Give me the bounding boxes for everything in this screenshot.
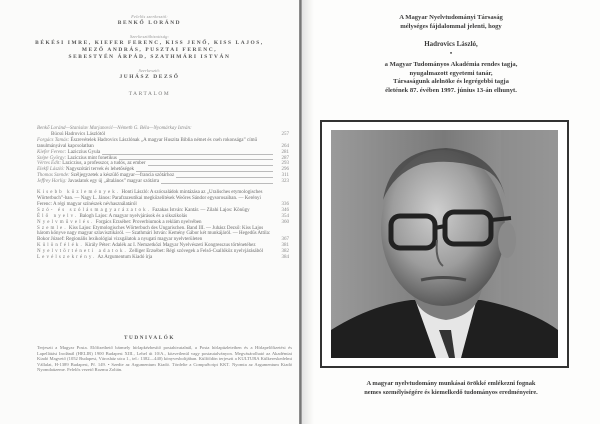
editor-name: JUHÁSZ DEZSŐ [119, 74, 180, 80]
title-line-1: a Magyar Tudományos Akadémia rendes tagja, [384, 61, 518, 68]
toc-page: 257 [281, 131, 289, 137]
announcement-body [302, 61, 600, 95]
notes-title: TUDNIVALÓK [123, 335, 176, 341]
editor-label: Szerkesztő: [138, 68, 161, 73]
section-label: Szó- és szólásmagyarázatok. [37, 207, 152, 213]
notes-body: Terjeszti a Magyar Posta. Előfizethető bármely hírlapkézbesítő postahivatalnál, a Posta hírlapüzleteiben és a Hírlapelőfizetési és Lapellátási Irodánál (HELIR) 1900 Budapest XIII., Lehel út 10/A., közvetlenül vagy postautalványon. Megvásárolható az Akadémiai Kiadó Magvető (1052 Budapest, Városház utca 1., tel.: 1382—440) könyvesboltjában. Külföldön terjeszti a KULTURA Külkereskedelmi Vállalat, H-1389 Budapest, Pf. 149. • Szedte az Argumentum Kiadó. Tördelte a CompuScript KKT. Nyomta az Argumentum Kiadó Nyomdaüzeme. Felelős vezető Rozmu Zoltán. [37, 345, 292, 373]
closing-line-2: nemes személyiségére és kiemelkedő tudományos eredményeire. [364, 388, 538, 396]
portrait-illustration [331, 130, 558, 358]
section-body: Honti László: A szócsaládok mintázása az „Uralisches etymologisches Wörterbuch”-ban. — Nagy L. János: Parafrazeutikai megközelítések Weöres Sándor egysorosaiban. — Kerényi Ferenc: A régi magyar színészek névhasználatáról [37, 190, 263, 207]
founder-label: Felelős szerkesztő: [131, 14, 168, 19]
section-body: Király Péter: Adalék az I. Nemzetközi Magyar Nyelvészeti Kongresszus történetéhez [85, 243, 256, 249]
masthead [0, 14, 299, 98]
toc-page: 311 [281, 173, 289, 179]
section-body: Zelliger Erzsébet: Régi szóvegek a Felső-Csallóköz nyelvjárásából [129, 249, 264, 255]
section-label: Különfélék. [37, 243, 84, 249]
section-label: Kisebb közlemények. [37, 190, 121, 196]
announcement-heading [302, 14, 600, 31]
toc-page: 264 [281, 143, 289, 149]
toc-page: 296 [281, 167, 289, 173]
toc-author: Jeffrey Harlig: [37, 179, 67, 185]
board-label: Szerkesztőbizottság: [129, 34, 170, 39]
heading-line-2: mélységes fájdalommal jelenti, hogy [400, 22, 502, 30]
toc-page: 367 [281, 237, 289, 243]
board-line-3: SEBESTYÉN ÁRPÁD, SZATHMÁRI ISTVÁN [68, 54, 231, 60]
title-line-2: nyugalmazott egyetemi tanár, [409, 69, 493, 77]
toc-page: 336 [281, 201, 289, 207]
toc-section [37, 226, 289, 244]
table-of-contents [37, 126, 289, 261]
toc-author: Elekfi László: [37, 167, 65, 173]
toc-author: Szépe György: [37, 155, 67, 161]
section-body: Az Argumentum Kiadó írja [97, 255, 153, 261]
section-body: Kiss Lajos: Etymologisches Wörterbuch des Ungarischen. Band III. — Juhász Dezső: Kiss Lajos három könyve nagy magyar szlavisztikáról. — Szathmári István: Kemény Gábor két munkájáról. — Hegedűs Attila: Bokor József: Regionális lexikológiai vizsgálatok a nyugati magyar nyelvterületen [37, 225, 271, 243]
section-label: Nyelvművelés. [37, 219, 95, 225]
toc-section [37, 190, 289, 208]
toc-title-text: Javaslatok egy új „általános” magyar szótárra [67, 179, 160, 185]
leader-dots [161, 183, 273, 184]
section-body: Balogh Lajos: A magyar nyelvjárások és a sikszikolás [79, 213, 188, 219]
left-page [0, 0, 299, 424]
toc-page: 293 [281, 161, 289, 167]
title-line-4: életének 87. évében 1997. június 13-án elhunyt. [385, 86, 517, 94]
toc-page: 381 [281, 243, 289, 249]
toc-title-text: Laziczius mint fonetikus [67, 155, 117, 161]
board-line-1: BÉKÉSI IMRE, KIEFER FERENC, KISS JENŐ, KISS LAJOS, [35, 40, 264, 46]
toc-page: 281 [281, 149, 289, 155]
closing-line-1: A magyar nyelvtudomány munkásai örökké emlékezni fognak [366, 380, 536, 387]
deceased-name: Hadrovics László, [424, 40, 478, 48]
leader-dots [119, 159, 273, 160]
heading-line-1: A Magyar Nyelvtudományi Társaság [399, 14, 503, 21]
closing-statement [302, 380, 600, 397]
toc-page: 382 [281, 249, 289, 255]
toc-title-text: Búcsú Hadrovics Lászlótól [51, 131, 106, 137]
portrait-frame [320, 120, 569, 368]
toc-page: 354 [281, 213, 289, 219]
toc-title-text: Széljegyzetek a készülő magyar—francia szótárhoz [70, 173, 175, 179]
toc-title-text: Laziczius, a professzor, a tudós, az ember [62, 161, 146, 167]
toc-item [37, 126, 289, 138]
section-label: Levélszekrény. [37, 255, 97, 261]
leader-dots [136, 171, 273, 172]
section-label: Nyelvtörténeti adatok. [37, 249, 128, 255]
separator-dot: • [449, 50, 453, 57]
toc-author: Vértes Edit: [37, 161, 62, 167]
toc-page: 287 [281, 155, 289, 161]
toc-author: Thomas Szende: [37, 173, 70, 179]
toc-title-text: Laziczius Gyula [67, 149, 101, 155]
section-body: Forgács Erzsébet: Proverbiumok a reklám nyelvében [95, 219, 202, 225]
toc-title: TARTALOM [128, 91, 171, 97]
toc-page: 323 [281, 179, 289, 185]
section-body: Fazakas István: Kantár. — Zilahi Lajos: Könügy [152, 207, 250, 213]
toc-title-text: Nagyszótári tervek és lehetőségek [65, 167, 135, 173]
section-label: Szemle. [37, 225, 68, 231]
toc-page: 384 [281, 255, 289, 261]
toc-author: Forgács Tamás: [37, 137, 70, 143]
section-label: Élő nyelv. [37, 213, 79, 219]
leader-dots [102, 154, 273, 155]
toc-section [37, 255, 289, 261]
title-line-3: Társaságunk alelnöke és legrégebbi tagja [393, 78, 509, 86]
leader-dots [148, 165, 273, 166]
toc-page: 360 [281, 219, 289, 225]
toc-item [37, 138, 289, 150]
toc-author: Kiefer Ferenc: [37, 149, 67, 155]
portrait-photo [331, 130, 558, 358]
leader-dots [176, 177, 273, 178]
toc-title-text: Észrevételek Hadrovics Lászlónak „A magyar Huszita Biblia német és cseh rokonsága” című tanulmányával kapcsolatban [37, 137, 257, 149]
founder-name: BENKŐ LORÁND [117, 20, 182, 26]
toc-author: Benkő Loránd—Stanislav Marjanović—Németh G. Béla—Nyomárkay István: [37, 126, 192, 131]
toc-page: 346 [281, 207, 289, 213]
board-line-2: MEZŐ ANDRÁS, PUSZTAI FERENC, [81, 47, 218, 53]
